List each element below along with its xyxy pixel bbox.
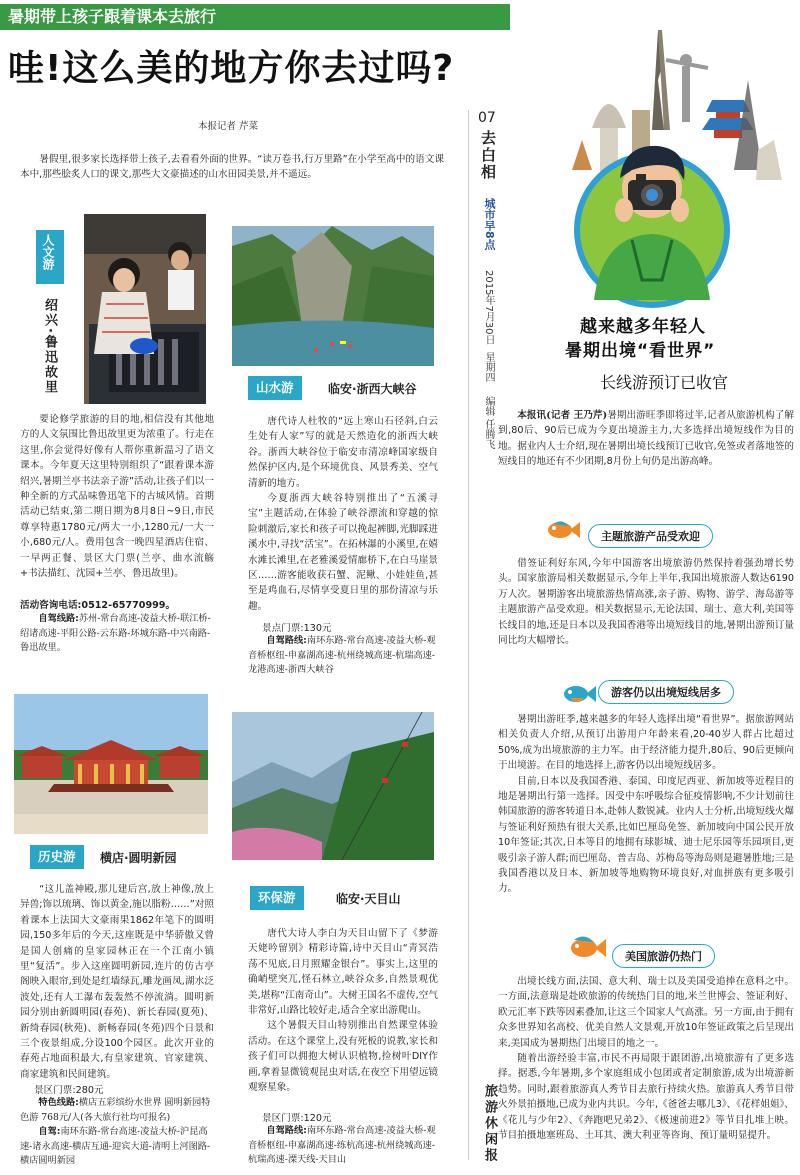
loc-shaoxing: 绍兴·鲁迅故里 bbox=[42, 298, 57, 395]
photo-canyon bbox=[232, 226, 434, 366]
p2-text bbox=[498, 712, 794, 897]
s2-route-label: 自驾路线: bbox=[266, 635, 307, 646]
right-subtitle: 长线游预订已收官 bbox=[600, 373, 729, 392]
tag-lishi: 历史游 bbox=[30, 845, 84, 869]
p3-text bbox=[498, 974, 794, 1143]
strip-paper: 城市早8点 bbox=[483, 198, 496, 250]
intro-text: 暑假里,很多家长选择带上孩子,去看看外面的世界。“读万卷书,行万里路”在小学至高中的语文课本中,那些脍炙人口的课文,那些大文豪描述的山水田园美景,并不遥远。 bbox=[20, 154, 444, 181]
s4-price: 景区门票:120元 bbox=[262, 1113, 332, 1124]
s3-special-label: 特色线路: bbox=[38, 1097, 79, 1108]
photo-calligraphy-kids bbox=[84, 214, 206, 404]
headline: 哇!这么美的地方你去过吗? bbox=[8, 48, 455, 89]
s2-route bbox=[248, 634, 438, 678]
s1-route-label: 自驾线路: bbox=[38, 613, 79, 624]
strip-editor: 编辑 任腾飞 bbox=[483, 396, 494, 450]
s3-route-text: 南环东路-常台高速-凌益大桥-沪昆高速-诸永高速-横店互通-迎宾大道-清明上河图路-横店圆明新园 bbox=[20, 1126, 211, 1166]
s4-body-1: 唐代大诗人李白为天目山留下了《梦游天姥吟留别》精彩诗篇,诗中天目山“青冥浩荡不见底,日月照耀金银台”。事实上,这里的确峭壁突兀,怪石林立,峡谷众多,自然景观优美,堪称“江南奇山”。大树王国名不虚传,空气非常好,山路比较好走,适合全家出游爬山。 bbox=[248, 928, 438, 1017]
tag-huanbao: 环保游 bbox=[250, 886, 304, 910]
byline: 本报记者 芹菜 bbox=[198, 121, 259, 132]
fish-icon-2 bbox=[560, 682, 596, 706]
s3-body: “这儿盖神殿,那儿建后宫,放上神像,放上异兽;饰以琉璃、饰以黄金,施以脂粉……”对照着课本上法国大文豪雨果1862年笔下的圆明园,150多年后的今天,这座既是中华骄傲又曾是国人创痛的皇家园林正在一个江南小镇里“复活”。步入这座圆明新园,连片的仿古亭阁映入眼帘,到处是红墙绿瓦,雕龙画凤,湖水泛波处,还有人工瀑布轰轰然不停流淌。圆明新园分别由新圆明园(春苑)、新长春园(夏苑)、新绮春园(秋苑)、新畅春园(冬苑)四个日景和三个夜景组成,分设100个园区。此次开业的春苑占地面积最大,有皇家建筑、官家建筑、商家建筑和民间建筑。 bbox=[20, 884, 214, 1080]
s3-route-label: 自驾: bbox=[38, 1126, 61, 1137]
s3-price: 景区门票:280元 bbox=[34, 1085, 104, 1096]
p1-title: 主题旅游产品受欢迎 bbox=[588, 524, 713, 548]
p2-title: 游客仍以出境短线居多 bbox=[598, 680, 734, 704]
strip-date: 2015年7月30日 bbox=[483, 270, 494, 345]
tag-renwen-label: 人文游 bbox=[41, 234, 55, 270]
strip-weekday: 星期四 bbox=[483, 352, 494, 382]
s2-route-text: 南环东路-常台高速-凌益大桥-观音桥枢纽-申嘉湖高速-杭州绕城高速-杭瑞高速-龙港高速-浙西大峡谷 bbox=[248, 635, 436, 675]
s2-body bbox=[248, 414, 438, 614]
s3-special-text: 横店五彩缤纷水世界 圆明新园特色游 768元/人(各大旅行社均可报名) bbox=[20, 1097, 211, 1123]
s3-special bbox=[20, 1096, 214, 1125]
strip-page-no: 07 bbox=[478, 110, 496, 126]
p2-text-2: 目前,日本以及我国香港、泰国、印度尼西亚、新加坡等近程目的地是暑期出行第一选择。因受中东呼吸综合征疫情影响,不少计划前往韩国旅游的游客转道日本,赴韩人数锐减。业内人士分析,出境短线火爆与签证利好预热有很大关系,比如巴厘岛免签、新加坡向中国公民开放10年签证;其次,日本等目的地拥有球影城、迪士尼乐园等乐园项目,更吸引亲子游人群;而巴厘岛、普吉岛、苏梅岛等海岛则是避暑胜地;三是我国香港以及日本、新加坡等地购物环境良好,对血拼族有更多吸引力。 bbox=[498, 775, 794, 895]
s2-body-2: 今夏浙西大峡谷特别推出了“五溪寻宝”主题活动,在体验了峡谷漂流和穿越的惊险刺激后,家长和孩子可以挽起裤脚,光脚踩进溪水中,寻找“活宝”。在拓林瀑的小溪里,在嬉水滩长滩里,在老雅溪爱情廊桥下,在白马崖景区……游客能收获石蟹、泥鳅、小娃娃鱼,甚至是鸡血石,尽情享受夏日里的那份清凉与乐趣。 bbox=[248, 493, 438, 612]
header-kicker: 暑期带上孩子跟着课本去旅行 bbox=[0, 4, 510, 30]
strip-footer: 旅游休闲报 bbox=[482, 1084, 497, 1164]
s4-route-label: 自驾路线: bbox=[266, 1125, 307, 1136]
right-title-2: 暑期出境“看世界” bbox=[565, 341, 716, 361]
s1-route-text: 苏州-常台高速-凌益大桥-联江桥-绍诸高速-平阳公路-云东路-环城东路-中兴南路-鲁迅故里。 bbox=[20, 613, 211, 653]
p3-text-2: 随着出游经验丰富,市民不再局限于跟团游,出境旅游有了更多选择。据悉,今年暑期,多个家庭组成小包团或者定制旅游,成为出境游新趋势。同时,跟着旅游真人秀节目去旅行持续火热。旅游真人秀节目带火外景拍摄地,已成为业内共识。今年,《爸爸去哪儿3》、《花样姐姐》、《花儿与少年2》、《奔跑吧兄弟2》、《极速前进2》等节目扎堆上映。节目拍摄地塞班岛、土耳其、澳大利亚等咨询、预订量明显提升。 bbox=[498, 1053, 794, 1142]
loc-tianmu: 临安·天目山 bbox=[336, 892, 401, 906]
s2-price: 景点门票:130元 bbox=[262, 623, 332, 634]
fish-icon-3 bbox=[566, 934, 606, 962]
p2-text-1: 暑期出游旺季,越来越多的年轻人选择出境“看世界”。据旅游网站相关负责人介绍,从预订出游用户年龄来看,20-40岁人群占比超过50%,成为出境旅游的主力军。由于经济能力提升,80后、90后更倾向于出境游。在目的地选择上,游客仍以出境短线居多。 bbox=[498, 714, 794, 772]
illustration-photographer bbox=[512, 20, 794, 310]
s3-route bbox=[20, 1125, 214, 1169]
s1-body: 要论修学旅游的目的地,相信没有其他地方的人文氛围比鲁迅故里更为浓重了。行走在这里,你会觉得好像有人帮你重新温习了语文课本。今年夏天这里特别组织了“跟着课本游绍兴,暑期兰亭书法亲子游”活动,让孩子们以一种全新的方式品味鲁迅笔下的古城风情。首期活动已结束,第二期日期为8月8日~9日,市民尊享特惠1780元/两大一小,1280元/一大一小,680元/人。费用包含一晚四星酒店住宿、一早两正餐、景区大门票(兰亭、曲水流觞+书法描红、沈园+兰亭、鲁迅故里)。 bbox=[20, 414, 214, 580]
s4-route-text: 南环东路-常台高速-凌益大桥-观音桥枢纽-申嘉湖高速-练杭高速-杭州绕城高速-杭瑞高速-溧天线-天目山 bbox=[248, 1125, 436, 1165]
s4-body bbox=[248, 926, 438, 1095]
right-lead-byline: 本报讯(记者 王乃芹) bbox=[517, 410, 608, 421]
right-lead bbox=[498, 408, 794, 470]
s1-route bbox=[20, 612, 214, 656]
p3-text-1: 出境长线方面,法国、意大利、瑞士以及美国受追捧在意料之中。一方面,法意瑞是赴欧旅游的传统热门目的地,米兰世博会、签证利好、欧元汇率下跌等因素叠加,让这三个国家人气高涨。另一方面,由于拥有众多世界知名高校、优美自然人文景观,开放10年签证政策之后呈现出来,美国成为暑期热门出境目的地之一。 bbox=[498, 976, 794, 1049]
s4-route bbox=[248, 1124, 438, 1168]
loc-hengdian: 横店·圆明新园 bbox=[100, 851, 177, 865]
s1-contact: 活动咨询电话:0512-65770999。 bbox=[20, 600, 176, 611]
p1-text: 借签证利好东风,今年中国游客出境旅游仍然保持着强劲增长势头。国家旅游局相关数据显示,今年上半年,我国出境旅游人数达6190万人次。暑期游客出境旅游热情高涨,亲子游、购物、游学、海岛游等主题旅游产品受欢迎。相关数据显示,无论法国、瑞士、意大利,美国等长线目的地,还是日本以及我国香港等出境短线目的地,暑期出游预订量同比均大幅增长。 bbox=[498, 558, 794, 647]
right-lead-text: 暑期出游旺季即将过半,记者从旅游机构了解到,80后、90后已成为今夏出境游主力,大多选择出境短线作为目的地。据业内人士介绍,现在暑期出境长线预订已收官,免签或者落地签的短线目的地还有不少团期,8月份上旬仍是出游高峰。 bbox=[498, 410, 794, 468]
photo-mountain bbox=[232, 712, 434, 860]
photo-palace bbox=[14, 694, 208, 834]
column-divider bbox=[468, 110, 469, 1160]
loc-canyon: 临安·浙西大峡谷 bbox=[328, 382, 417, 396]
fish-icon-1 bbox=[544, 518, 580, 542]
tag-shanshui: 山水游 bbox=[248, 376, 302, 400]
p3-title: 美国旅游仍热门 bbox=[612, 944, 715, 968]
strip-section: 去白相 bbox=[479, 130, 497, 181]
s2-body-1: 唐代诗人杜牧的“远上寒山石径斜,白云生处有人家”写的就是天然造化的浙西大峡谷。浙西大峡谷位于临安市清凉峰国家级自然保护区内,是个环境优良、风景秀美、空气清新的地方。 bbox=[248, 416, 438, 489]
s4-body-2: 这个暑假天目山特别推出自然课堂体验活动。在这个课堂上,没有死板的说教,家长和孩子们可以拥抱大树认识植物,捡树叶DIY作画,拿着显微镜观昆虫对话,在夜空下用望远镜观察星象。 bbox=[248, 1020, 438, 1094]
right-title-1: 越来越多年轻人 bbox=[580, 317, 706, 337]
